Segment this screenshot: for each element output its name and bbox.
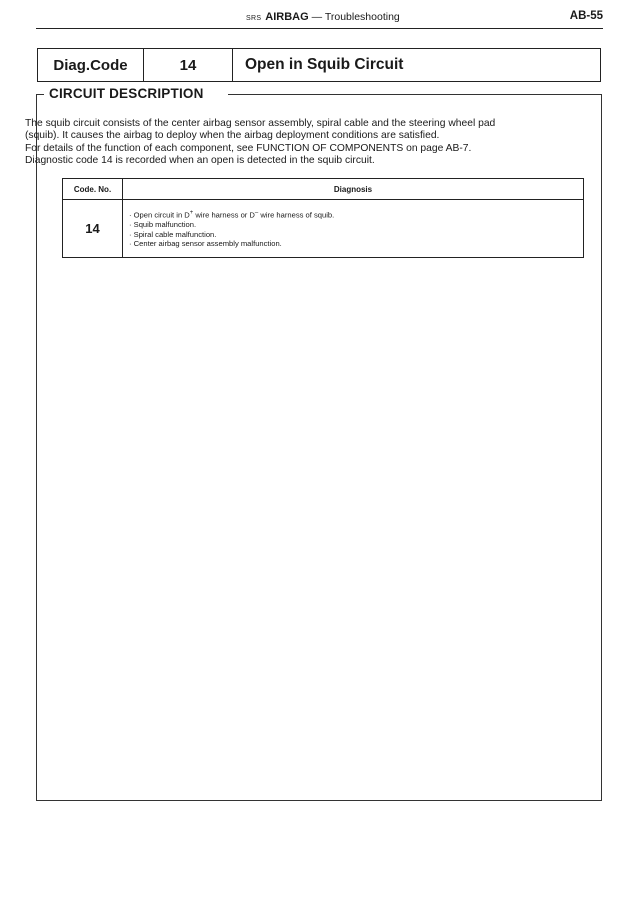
list-item: · Center airbag sensor assembly malfunction. [129, 239, 282, 249]
diag-code-title: Open in Squib Circuit [245, 56, 404, 73]
description-line: The squib circuit consists of the center airbag sensor assembly, spiral cable and the steering wheel pad [25, 118, 496, 129]
column-header-diagnosis: Diagnosis [333, 184, 373, 194]
frame-line [228, 94, 601, 95]
circuit-description-text [25, 118, 593, 168]
diag-code-label: Diag.Code [38, 49, 144, 81]
header-subsection: — Troubleshooting [308, 11, 400, 23]
diag-code-bar [37, 48, 601, 82]
table-row [63, 200, 583, 257]
frame-line [37, 94, 44, 95]
page-header [36, 8, 603, 29]
header-section: AIRBAG [265, 11, 309, 23]
header-title [246, 11, 400, 23]
table-row-code: 14 [63, 200, 123, 257]
description-line: (squib). It causes the airbag to deploy when the airbag deployment conditions are satisfied. [25, 130, 440, 142]
diagnosis-list [129, 209, 334, 249]
list-item: · Squib malfunction. [129, 220, 197, 230]
list-item: · Open circuit in D+ wire harness or D– wire harness of squib. [129, 210, 335, 220]
description-line: For details of the function of each component, see FUNCTION OF COMPONENTS on page AB-7. [25, 142, 472, 154]
header-system: SRS [246, 15, 262, 22]
column-header-code: Code. No. [63, 179, 123, 199]
page-number: AB-55 [569, 10, 603, 22]
circuit-description-heading: CIRCUIT DESCRIPTION [49, 86, 204, 101]
diagnosis-table [62, 178, 584, 258]
diag-code-number: 14 [144, 49, 233, 81]
table-header [63, 179, 583, 200]
description-line: Diagnostic code 14 is recorded when an open is detected in the squib circuit. [25, 155, 375, 167]
list-item: · Spiral cable malfunction. [129, 229, 217, 239]
